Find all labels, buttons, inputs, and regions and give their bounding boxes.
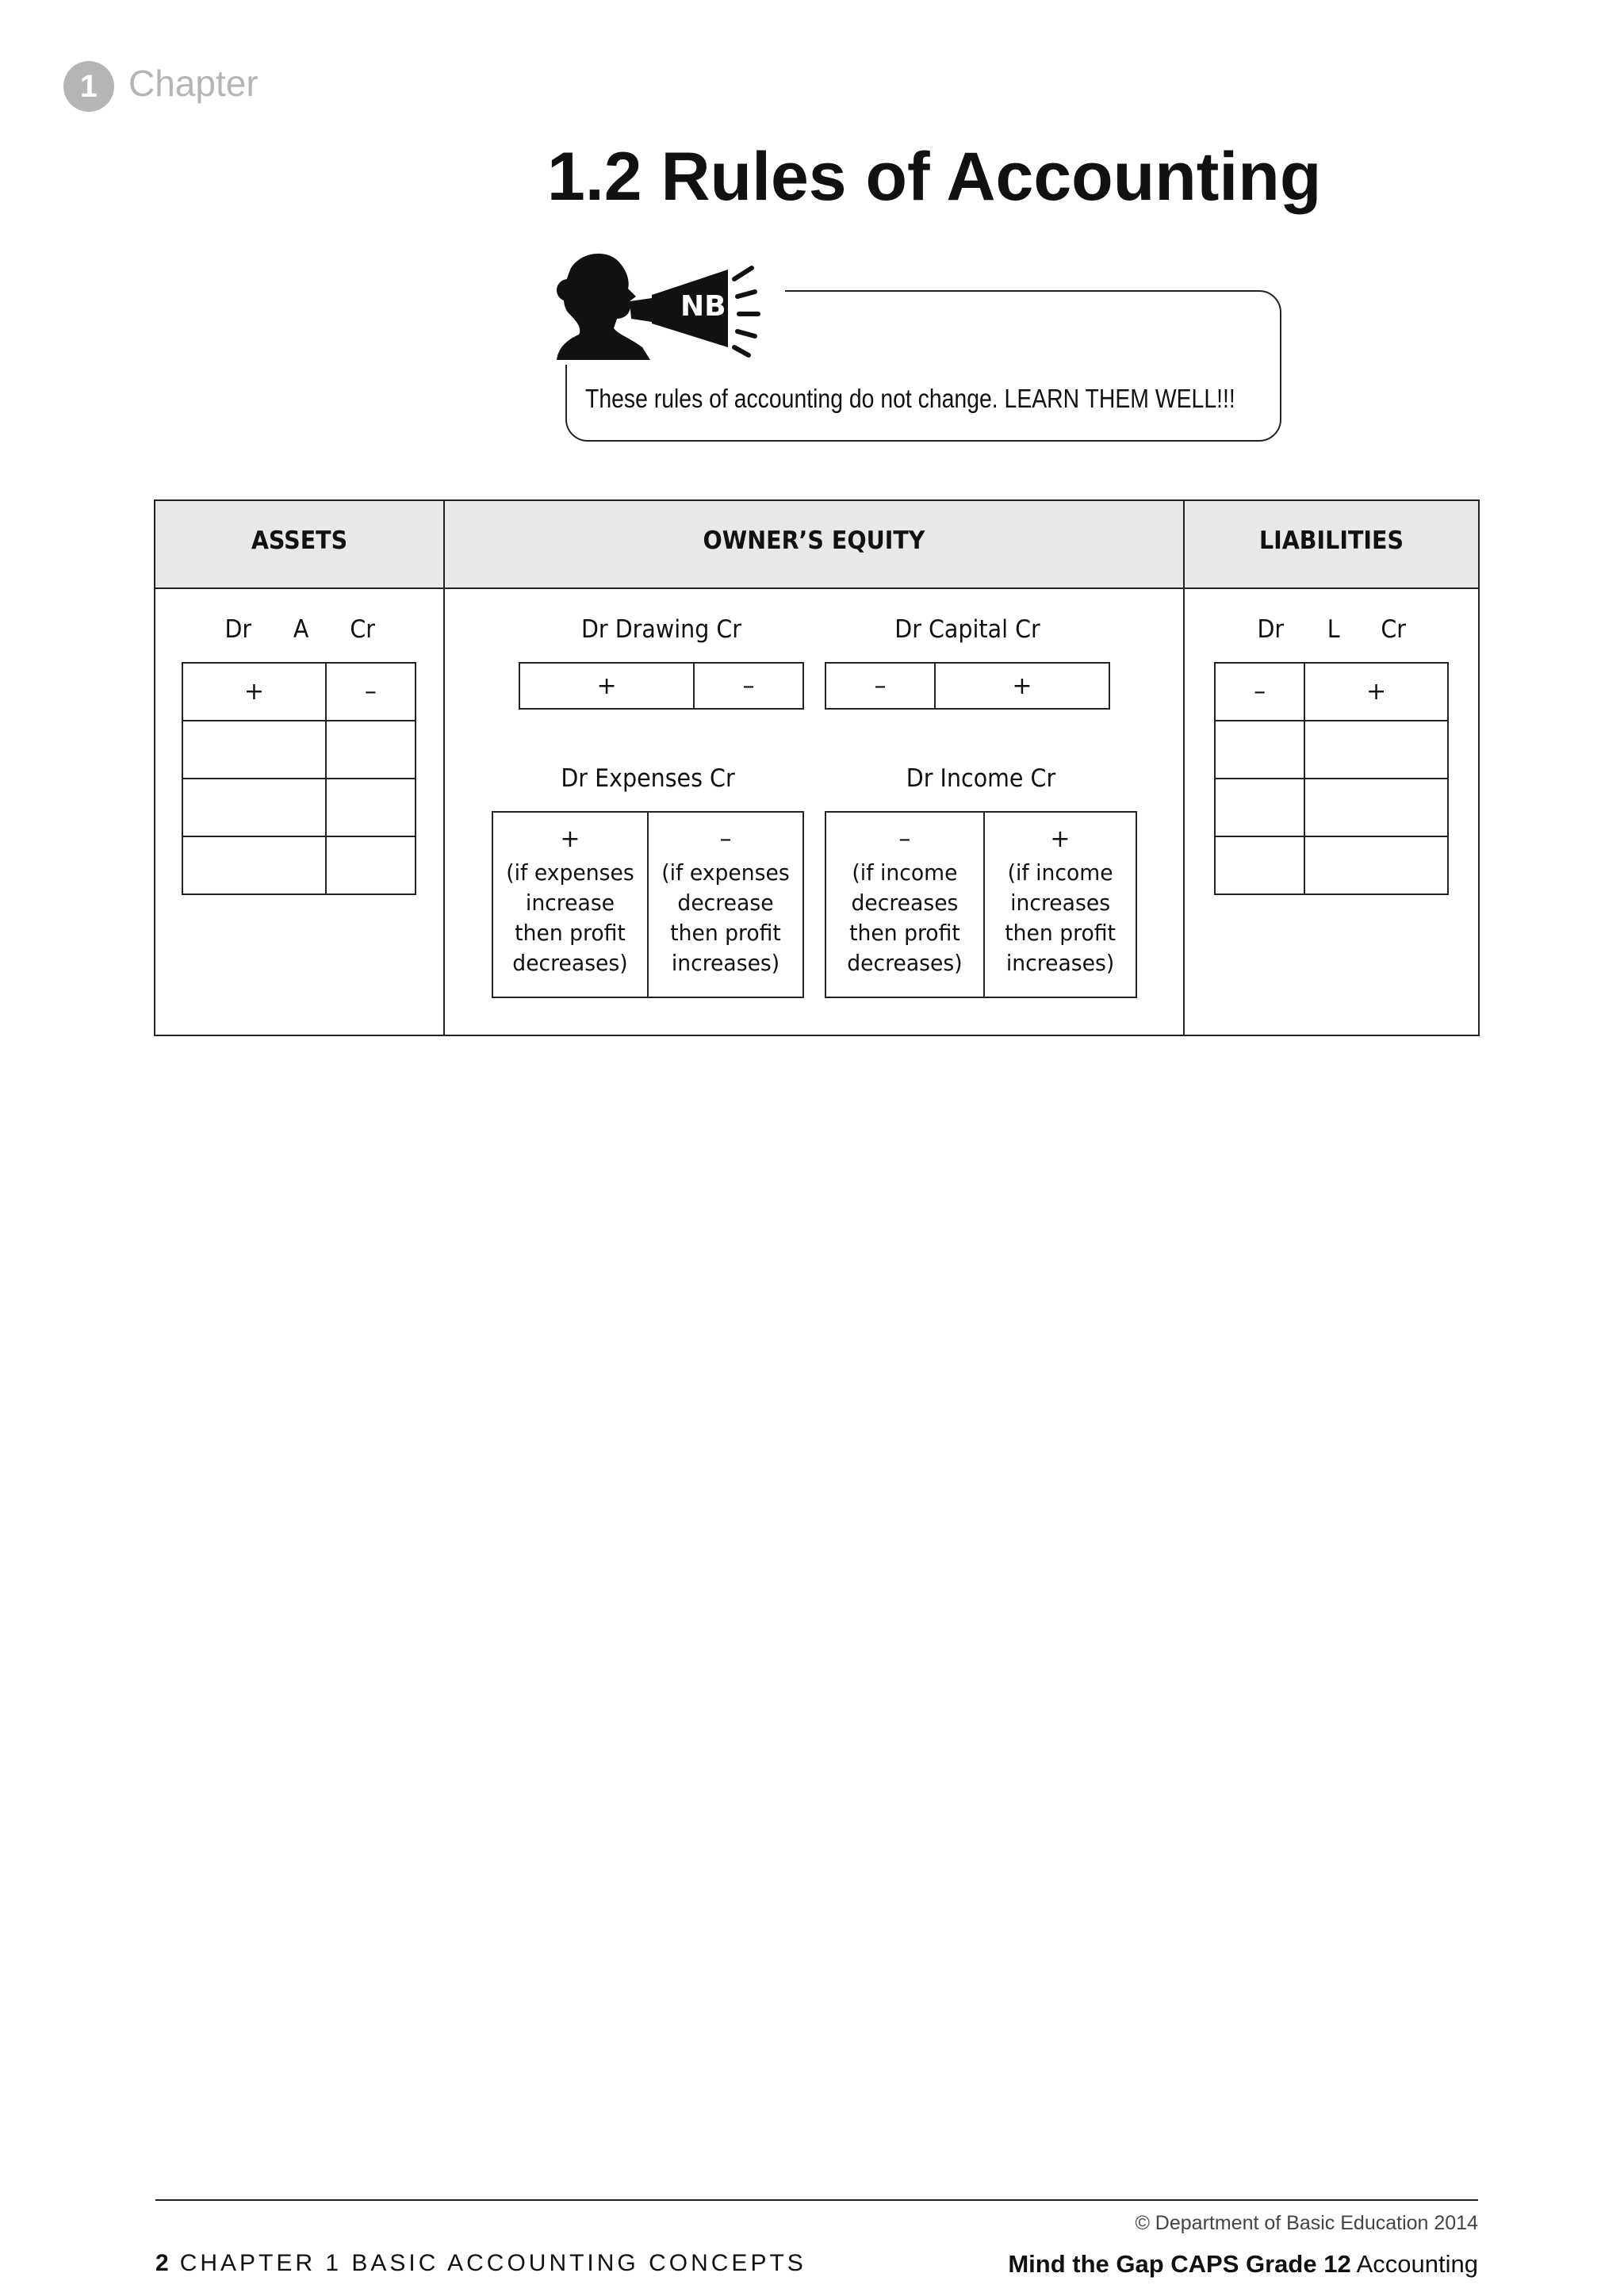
capital-debit-sign: –	[825, 663, 935, 709]
footer-series	[1008, 2250, 1478, 2279]
assets-letter: A	[293, 615, 309, 644]
income-debit-note-line: decreases	[851, 890, 959, 916]
nb-badge: NB	[680, 290, 726, 323]
expenses-debit-sign: +	[560, 825, 580, 853]
capital-t-account	[825, 662, 1110, 710]
expenses-label: Dr Expenses Cr	[561, 764, 735, 793]
income-debit-note-line: decreases)	[847, 950, 963, 976]
expenses-credit-note-line: (if expenses	[661, 859, 790, 886]
income-credit-cell	[984, 812, 1136, 997]
income-debit-note-line: then profit	[849, 920, 960, 946]
income-credit-note-line: (if income	[1007, 859, 1113, 886]
expenses-credit-cell	[648, 812, 803, 997]
liabilities-cr-label: Cr	[1381, 615, 1407, 644]
capital-credit-sign: +	[935, 663, 1109, 709]
column-divider	[1183, 499, 1185, 1036]
liabilities-credit-sign: +	[1304, 663, 1448, 721]
income-debit-cell	[825, 812, 984, 997]
page-number: 2	[155, 2250, 169, 2276]
income-credit-sign: +	[1050, 825, 1071, 853]
footer-chapter	[155, 2250, 806, 2277]
drawing-t-account	[519, 662, 804, 710]
income-debit-sign: –	[898, 825, 911, 853]
drawing-debit-sign: +	[519, 663, 694, 709]
footer-copyright: © Department of Basic Education 2014	[1135, 2212, 1478, 2234]
income-credit-note-line: then profit	[1005, 920, 1116, 946]
assets-debit-sign: +	[182, 663, 326, 721]
income-label: Dr Income Cr	[906, 764, 1056, 793]
footer-chapter-title: CHAPTER 1 BASIC ACCOUNTING CONCEPTS	[179, 2250, 806, 2276]
assets-dr-label: Dr	[224, 615, 252, 644]
drawing-label: Dr Drawing Cr	[580, 615, 742, 644]
footer-subject: Accounting	[1356, 2250, 1478, 2278]
expenses-debit-cell	[492, 812, 648, 997]
footer-divider	[155, 2199, 1478, 2201]
expenses-credit-note-line: increases)	[671, 950, 780, 976]
expenses-credit-note-line: decrease	[677, 890, 774, 916]
expenses-credit-sign: –	[719, 825, 732, 853]
income-t-account	[825, 811, 1137, 998]
income-credit-note-line: increases)	[1005, 950, 1115, 976]
assets-cr-label: Cr	[350, 615, 376, 644]
income-debit-note-line: (if income	[852, 859, 958, 886]
nb-text: These rules of accounting do not change. LEARN THEM WELL!!!	[585, 384, 1235, 413]
chapter-number-badge: 1	[63, 61, 114, 112]
header-owners-equity: OWNER’S EQUITY	[703, 526, 925, 555]
header-assets: ASSETS	[251, 526, 348, 555]
footer-series-title: Mind the Gap CAPS Grade 12	[1008, 2250, 1351, 2278]
liabilities-debit-sign: –	[1215, 663, 1304, 721]
megaphone-icon	[547, 246, 785, 365]
column-divider	[443, 499, 445, 1036]
liabilities-letter: L	[1327, 615, 1340, 644]
expenses-debit-note-line: then profit	[515, 920, 626, 946]
header-liabilities: LIABILITIES	[1258, 526, 1404, 555]
liabilities-t-account	[1214, 662, 1449, 895]
assets-credit-sign: –	[326, 663, 416, 721]
expenses-debit-note-line: (if expenses	[506, 859, 634, 886]
expenses-debit-note-line: increase	[525, 890, 615, 916]
expenses-t-account	[492, 811, 804, 998]
chapter-label: Chapter	[128, 63, 259, 104]
page-title: 1.2 Rules of Accounting	[547, 139, 1322, 215]
drawing-credit-sign: –	[694, 663, 803, 709]
capital-label: Dr Capital Cr	[894, 615, 1040, 644]
expenses-debit-note-line: decreases)	[512, 950, 628, 976]
income-credit-note-line: increases	[1009, 890, 1110, 916]
assets-t-account	[182, 662, 416, 895]
expenses-credit-note-line: then profit	[670, 920, 781, 946]
liabilities-dr-label: Dr	[1257, 615, 1285, 644]
